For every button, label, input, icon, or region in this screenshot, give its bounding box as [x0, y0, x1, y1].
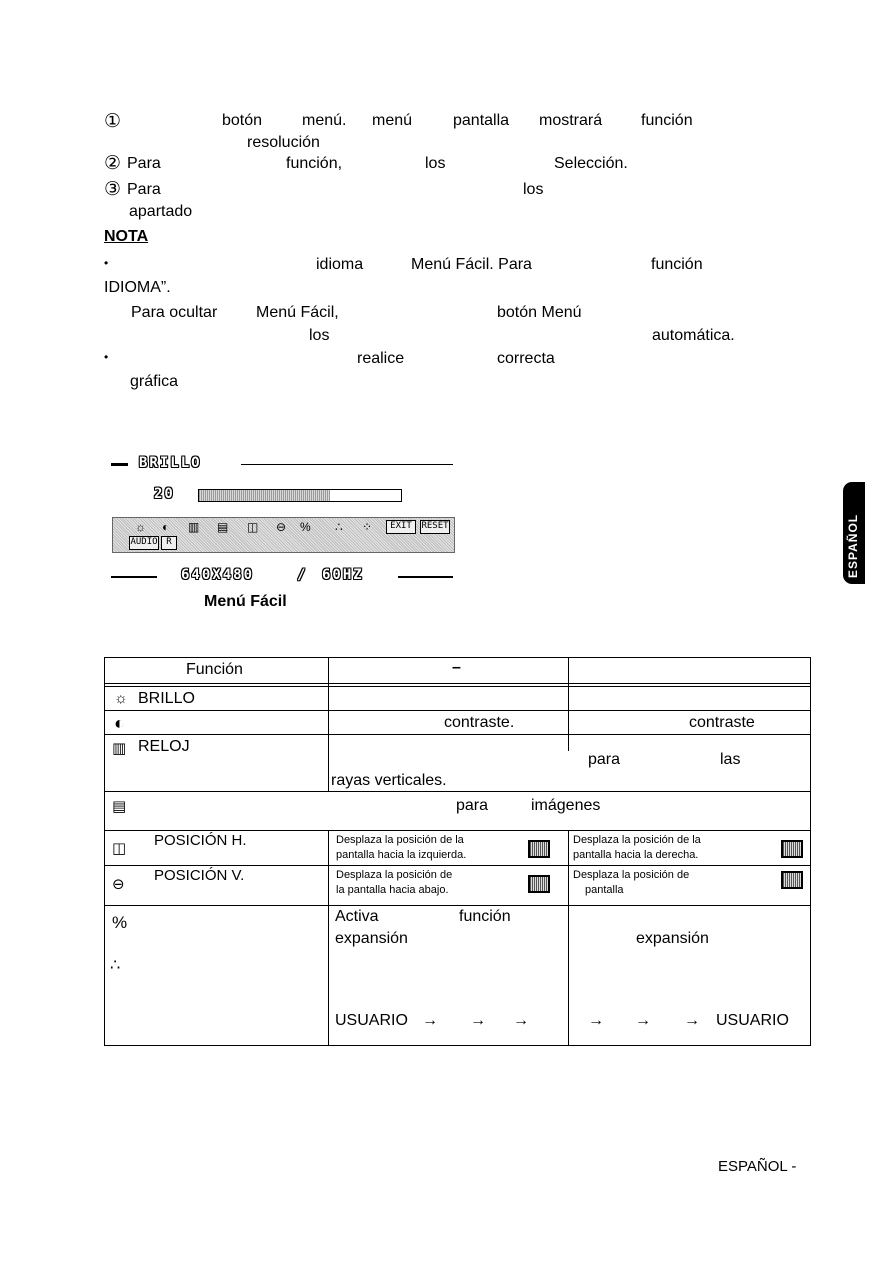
seq-arrow-icon: → — [422, 1012, 438, 1029]
note-1-word: función — [651, 256, 703, 273]
note-2-word: Menú Fácil, — [256, 304, 339, 321]
seq-left-item: USUARIO — [335, 1012, 408, 1029]
row-col2-part: para — [588, 751, 621, 768]
step-3-number: ③ — [104, 179, 122, 200]
header-function: Función — [186, 661, 243, 678]
monitor-right-icon — [781, 840, 803, 858]
row-col3-line2: pantalla — [585, 884, 624, 896]
monitor-left-icon — [528, 840, 550, 858]
phase-icon: ▤ — [112, 798, 127, 815]
step-2-word: Para — [127, 155, 161, 172]
row-col2-line2: rayas verticales. — [331, 772, 447, 789]
row-col3-line2: expansión — [636, 930, 709, 947]
row-col2-line1: Desplaza la posición de — [336, 869, 453, 881]
row-col3: contraste — [689, 714, 755, 731]
row-name: POSICIÓN V. — [154, 867, 245, 884]
bullet-icon: • — [104, 350, 109, 364]
monitor-up-icon — [781, 871, 803, 889]
page-footer: ESPAÑOL - — [718, 1158, 797, 1175]
exit-box: EXIT — [386, 520, 416, 534]
row-col3-line2: pantalla hacia la derecha. — [573, 849, 699, 861]
row-name: BRILLO — [138, 690, 195, 707]
osd-rule — [241, 464, 453, 465]
osd-value: 20 — [154, 486, 175, 502]
row-col3-line1: Desplaza la posición de la — [573, 834, 701, 846]
step-2-word: los — [425, 155, 446, 172]
contrast-icon: ◐ — [114, 713, 125, 733]
language-side-tab-label: ESPAÑOL — [846, 513, 860, 578]
step-1-word: pantalla — [453, 112, 510, 129]
row-col2-line2: expansión — [335, 930, 408, 947]
note-2-word: automática. — [652, 327, 735, 344]
osd-level-fill — [199, 490, 330, 501]
row-col2-line1b: función — [459, 908, 511, 925]
r-box: R — [161, 536, 177, 550]
step-1-continuation: resolución — [247, 134, 320, 151]
step-2-word: función, — [286, 155, 343, 172]
row-col2-part: imágenes — [531, 797, 601, 814]
h-position-icon: ◫ — [112, 840, 127, 857]
row-col2-part: las — [720, 751, 741, 768]
row-col2-line1: Desplaza la posición de la — [336, 834, 464, 846]
function-table — [104, 657, 811, 1046]
seq-right-item: USUARIO — [716, 1012, 789, 1029]
osd-dash — [111, 463, 128, 466]
color-icon: ∴ — [335, 520, 343, 534]
seq-arrow-icon: → — [635, 1012, 651, 1029]
step-1-word: menú. — [302, 112, 347, 129]
color-dots-icon: ⁘ — [362, 520, 373, 534]
nota-heading: NOTA — [104, 228, 149, 245]
row-name: POSICIÓN H. — [154, 832, 247, 849]
reset-box: RESET — [420, 520, 450, 534]
osd-caption: Menú Fácil — [204, 593, 287, 610]
monitor-down-icon — [528, 875, 550, 893]
step-3-continuation: apartado — [129, 203, 193, 220]
note-1-word: idioma — [316, 256, 364, 273]
row-col2: contraste. — [444, 714, 515, 731]
row-col3-line1: Desplaza la posición de — [573, 869, 690, 881]
h-position-icon: ◫ — [247, 520, 259, 534]
row-name: RELOJ — [138, 738, 190, 755]
v-position-icon: ⊖ — [276, 520, 287, 534]
step-2-word: Selección. — [554, 155, 628, 172]
color-icon: ∴ — [110, 957, 121, 974]
v-position-icon: ⊖ — [112, 876, 125, 893]
note-2-word: Para ocultar — [131, 304, 218, 321]
step-1-number: ① — [104, 111, 122, 132]
osd-icon-strip — [112, 517, 455, 553]
note-1-word: Menú Fácil. Para — [411, 256, 532, 273]
note-3-word: correcta — [497, 350, 555, 367]
osd-rule — [111, 576, 157, 578]
phase-icon: ▤ — [217, 520, 229, 534]
row-col2-part: para — [456, 797, 489, 814]
bullet-icon: • — [104, 256, 109, 270]
audio-box: AUDIO — [129, 536, 159, 550]
clock-icon: ▥ — [188, 520, 200, 534]
step-1-word: botón — [222, 112, 263, 129]
step-1-word: menú — [372, 112, 413, 129]
osd-title: BRILLO — [139, 455, 202, 471]
step-3-word: Para — [127, 181, 161, 198]
seq-arrow-icon: → — [588, 1012, 604, 1029]
note-2-word: los — [309, 327, 330, 344]
osd-frequency: 60HZ — [322, 567, 364, 583]
sun-icon: ☼ — [114, 690, 128, 707]
seq-arrow-icon: → — [684, 1012, 700, 1029]
osd-separator: / — [297, 567, 308, 583]
step-1-word: mostrará — [539, 112, 603, 129]
osd-rule — [398, 576, 453, 578]
seq-arrow-icon: → — [470, 1012, 486, 1029]
row-col2-line2: la pantalla hacia abajo. — [336, 884, 449, 896]
note-2-word: botón Menú — [497, 304, 582, 321]
note-1-continuation: IDIOMA”. — [104, 279, 171, 296]
row-col2-line2: pantalla hacia la izquierda. — [336, 849, 467, 861]
step-3-word: los — [523, 181, 544, 198]
note-3-continuation: gráfica — [130, 373, 179, 390]
contrast-icon: ◐ — [162, 520, 170, 534]
osd-resolution: 640X480 — [181, 567, 255, 583]
step-2-number: ② — [104, 153, 122, 174]
expansion-icon: % — [300, 520, 311, 534]
expansion-icon: % — [112, 913, 128, 932]
note-3-word: realice — [357, 350, 405, 367]
clock-icon: ▥ — [112, 740, 127, 757]
header-dash: – — [452, 659, 461, 676]
osd-level-bar — [198, 489, 402, 502]
step-1-word: función — [641, 112, 693, 129]
row-col2-line1: Activa — [335, 908, 379, 925]
sun-icon: ☼ — [135, 520, 146, 534]
seq-arrow-icon: → — [513, 1012, 529, 1029]
